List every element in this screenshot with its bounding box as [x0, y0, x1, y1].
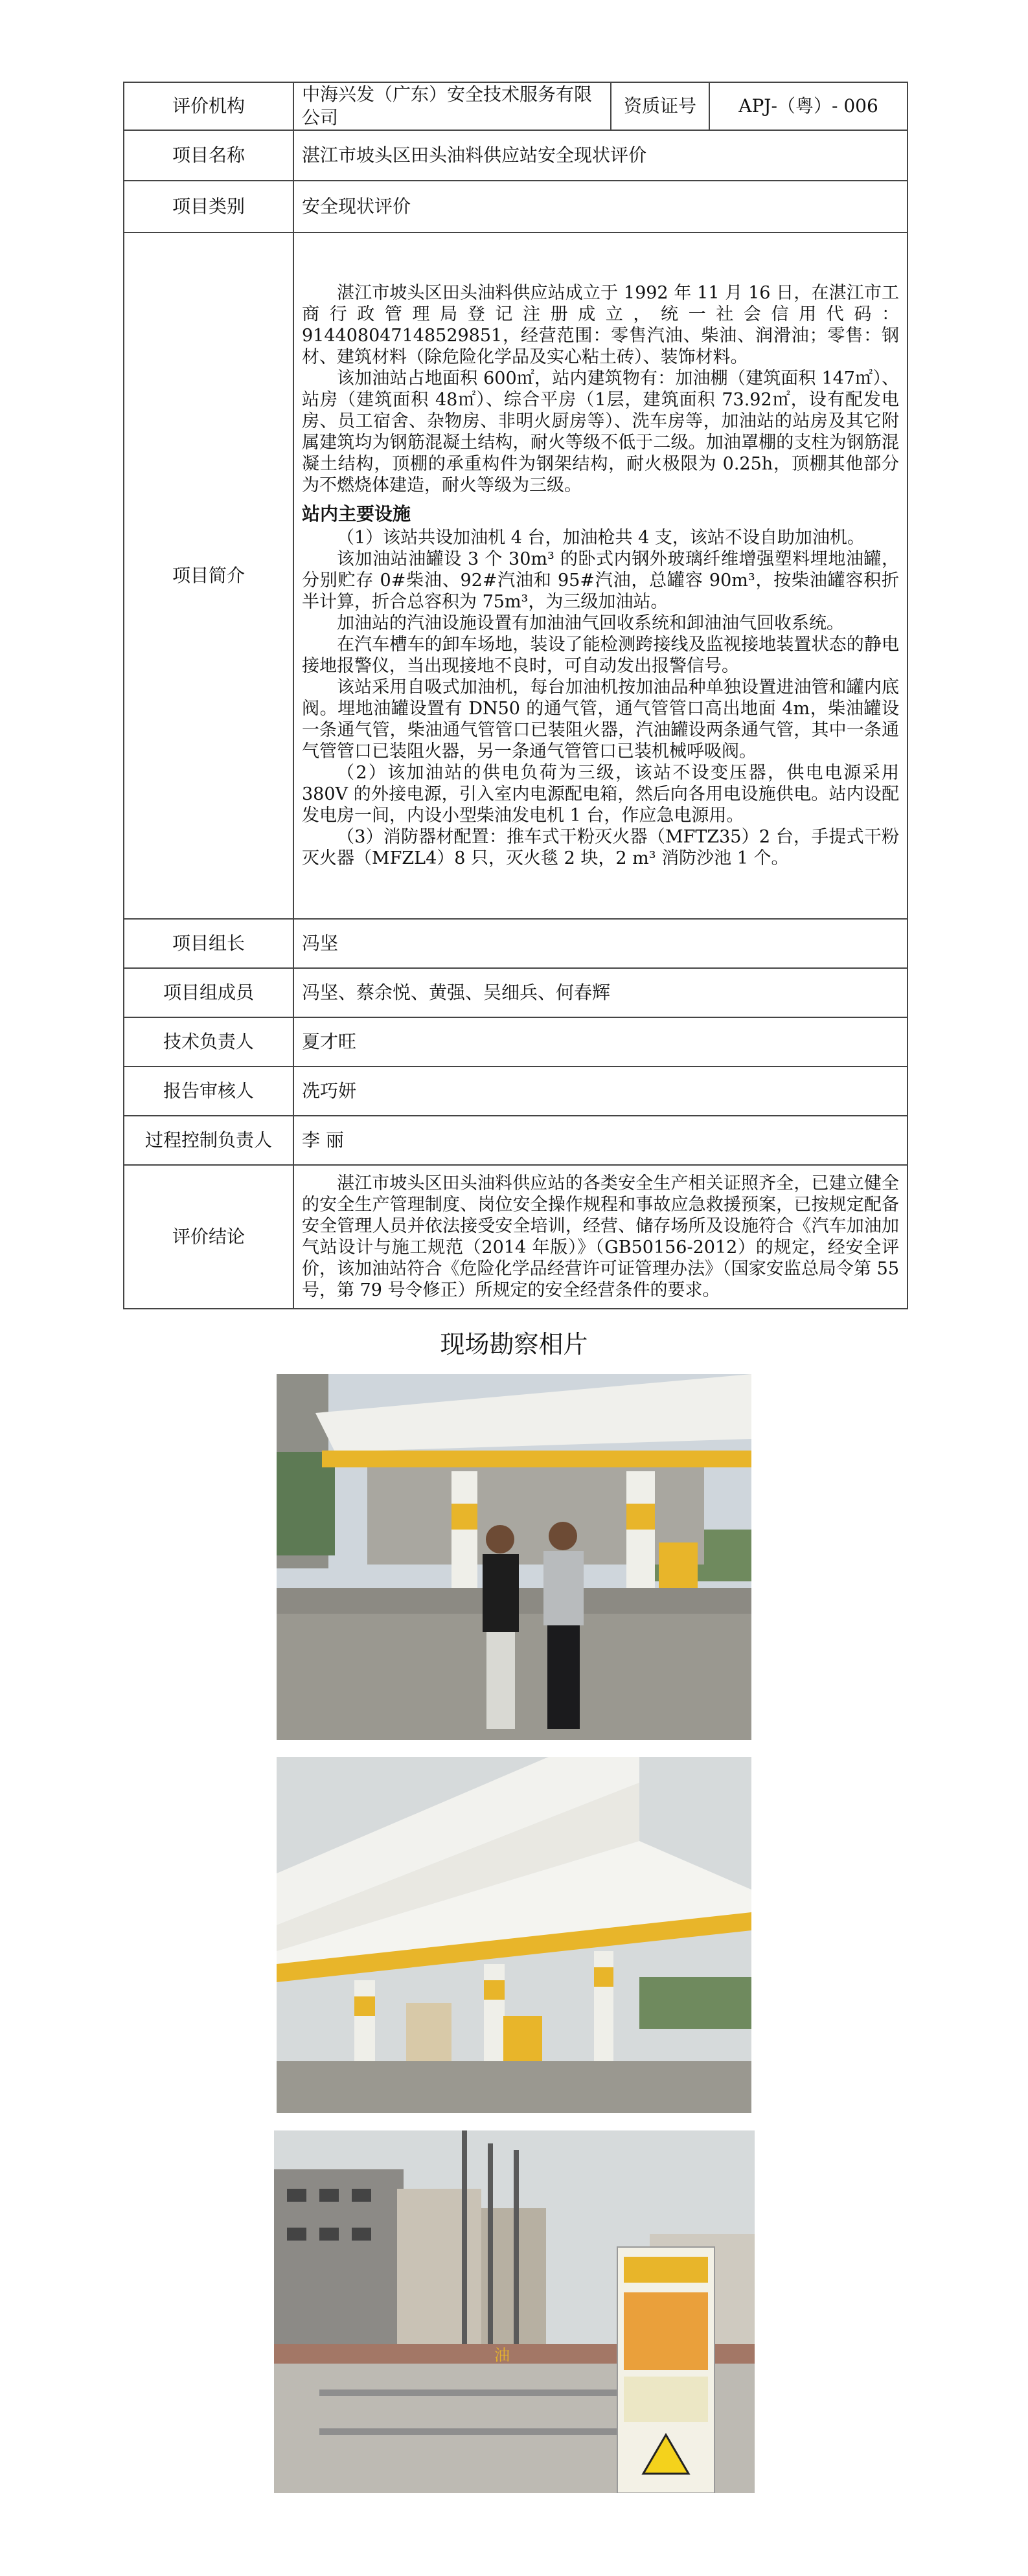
row-review: [124, 1067, 908, 1116]
row-type: [124, 181, 908, 232]
conclusion-text: 湛江市坡头区田头油料供应站的各类安全生产相关证照齐全，已建立健全的安全生产管理制度、岗位安全操作规程和事故应急救援预案，已按规定配备安全管理人员并依法接受安全培训，经营、储存场所及设施符合《汽车加油加气站设计与施工规范（2014 年版）》（GB50156-2012）的规定，经安全评价，该加油站符合《危险化学品经营许可证管理办法》（国家安监总局令第 55 号，第 79 号令修正）所规定的安全经营条件的要求。: [302, 1173, 899, 1300]
photo-canopy-drawing: [277, 1757, 751, 2113]
evaluation-info-table: [123, 82, 908, 1309]
process-value: 李 丽: [293, 1116, 908, 1165]
type-label: 项目类别: [124, 181, 293, 232]
row-leader: [124, 919, 908, 968]
intro-paragraph-3: （1）该站共设加油机 4 台，加油枪共 4 支，该站不设自助加油机。: [337, 528, 865, 548]
photo-staff-drawing: [277, 1374, 751, 1740]
photo-tank-area-drawing: [274, 2130, 755, 2493]
conclusion-label: 评价结论: [124, 1165, 293, 1309]
intro-paragraph-7: 该站采用自吸式加油机，每台加油机按加油品种单独设置进油管和罐内底阀。埋地油罐设置有 DN50 的通气管，通气管管口高出地面 4m，柴油罐设一条通气管，柴油通气管管口已装阻火器，汽油罐设两条通气管，其中一条通气管管口已装阻火器，另一条通气管管口已装机械呼吸阀。: [302, 677, 899, 762]
intro-paragraph-4: 该加油站油罐设 3 个 30m³ 的卧式内钢外玻璃纤维增强塑料埋地油罐，分别贮存 0#柴油、92#汽油和 95#汽油，总罐容 90m³，按柴油罐容积折半计算，折合总容积为 75m³，为三级加油站。: [302, 549, 899, 612]
org-value: 中海兴发（广东）安全技术服务有限公司: [293, 82, 611, 130]
members-value: 冯坚、蔡余悦、黄强、吴细兵、何春辉: [293, 968, 908, 1017]
row-conclusion: [124, 1165, 908, 1309]
row-name: [124, 130, 908, 181]
row-members: [124, 968, 908, 1017]
name-value: 湛江市坡头区田头油料供应站安全现状评价: [293, 130, 908, 181]
leader-label: 项目组长: [124, 919, 293, 968]
cert-value: APJ-（粤）- 006: [709, 82, 908, 130]
evaluation-sheet: [123, 82, 907, 1309]
site-photo-tank-area: [274, 2130, 755, 2493]
intro-paragraph-6: 在汽车槽车的卸车场地，装设了能检测跨接线及监视接地装置状态的静电接地报警仪，当出现接地不良时，可自动发出报警信号。: [302, 635, 899, 676]
row-process: [124, 1116, 908, 1165]
conclusion-content: [293, 1165, 908, 1309]
tech-value: 夏才旺: [293, 1017, 908, 1067]
intro-paragraph-5: 加油站的汽油设施设置有加油油气回收系统和卸油油气回收系统。: [337, 613, 844, 633]
site-photo-canopy: [277, 1757, 751, 2113]
photos-title: 现场勘察相片: [440, 1330, 588, 1359]
cert-label: 资质证号: [611, 82, 709, 130]
review-label: 报告审核人: [124, 1067, 293, 1116]
intro-paragraph-1: 湛江市坡头区田头油料供应站成立于 1992 年 11 月 16 日，在湛江市工商行政管理局登记注册成立，统一社会信用代码：914408047148529851，经营范围：零售汽油、柴油、润滑油；零售：钢材、建筑材料（除危险化学品及实心粘土砖）、装饰材料。: [302, 283, 899, 367]
row-intro: [124, 232, 908, 919]
org-label: 评价机构: [124, 82, 293, 130]
review-value: 冼巧妍: [293, 1067, 908, 1116]
intro-content: [293, 232, 908, 919]
type-value: 安全现状评价: [293, 181, 908, 232]
intro-label: 项目简介: [124, 232, 293, 919]
intro-paragraph-9: （3）消防器材配置：推车式干粉灭火器（MFTZ35）2 台，手提式干粉灭火器（MFZL4）8 只，灭火毯 2 块，2 m³ 消防沙池 1 个。: [302, 827, 899, 868]
row-tech: [124, 1017, 908, 1067]
process-label: 过程控制负责人: [124, 1116, 293, 1165]
intro-paragraph-2: 该加油站占地面积 600㎡，站内建筑物有：加油棚（建筑面积 147㎡）、站房（建筑面积 48㎡）、综合平房（1层，建筑面积 73.92㎡，设有配发电房、员工宿舍、杂物房、非明火厨房等）、洗车房等，加油站的站房及其它附属建筑均为钢筋混凝土结构，耐火等级不低于二级。加油罩棚的支柱为钢筋混凝土结构，顶棚的承重构件为钢架结构，耐火极限为 0.25h，顶棚其他部分为不燃烧体建造，耐火等级为三级。: [302, 368, 899, 495]
facilities-subheading: 站内主要设施: [302, 503, 411, 525]
members-label: 项目组成员: [124, 968, 293, 1017]
intro-paragraph-8: （2）该加油站的供电负荷为三级，该站不设变压器，供电电源采用 380V 的外接电源，引入室内电源配电箱，然后向各用电设施供电。站内设配发电房一间，内设小型柴油发电机 1 台，作应急电源用。: [302, 763, 899, 826]
site-photo-staff: [277, 1374, 751, 1740]
leader-value: 冯坚: [293, 919, 908, 968]
photo3-sign-text: 油: [494, 2346, 510, 2364]
tech-label: 技术负责人: [124, 1017, 293, 1067]
row-org: [124, 82, 908, 130]
name-label: 项目名称: [124, 130, 293, 181]
